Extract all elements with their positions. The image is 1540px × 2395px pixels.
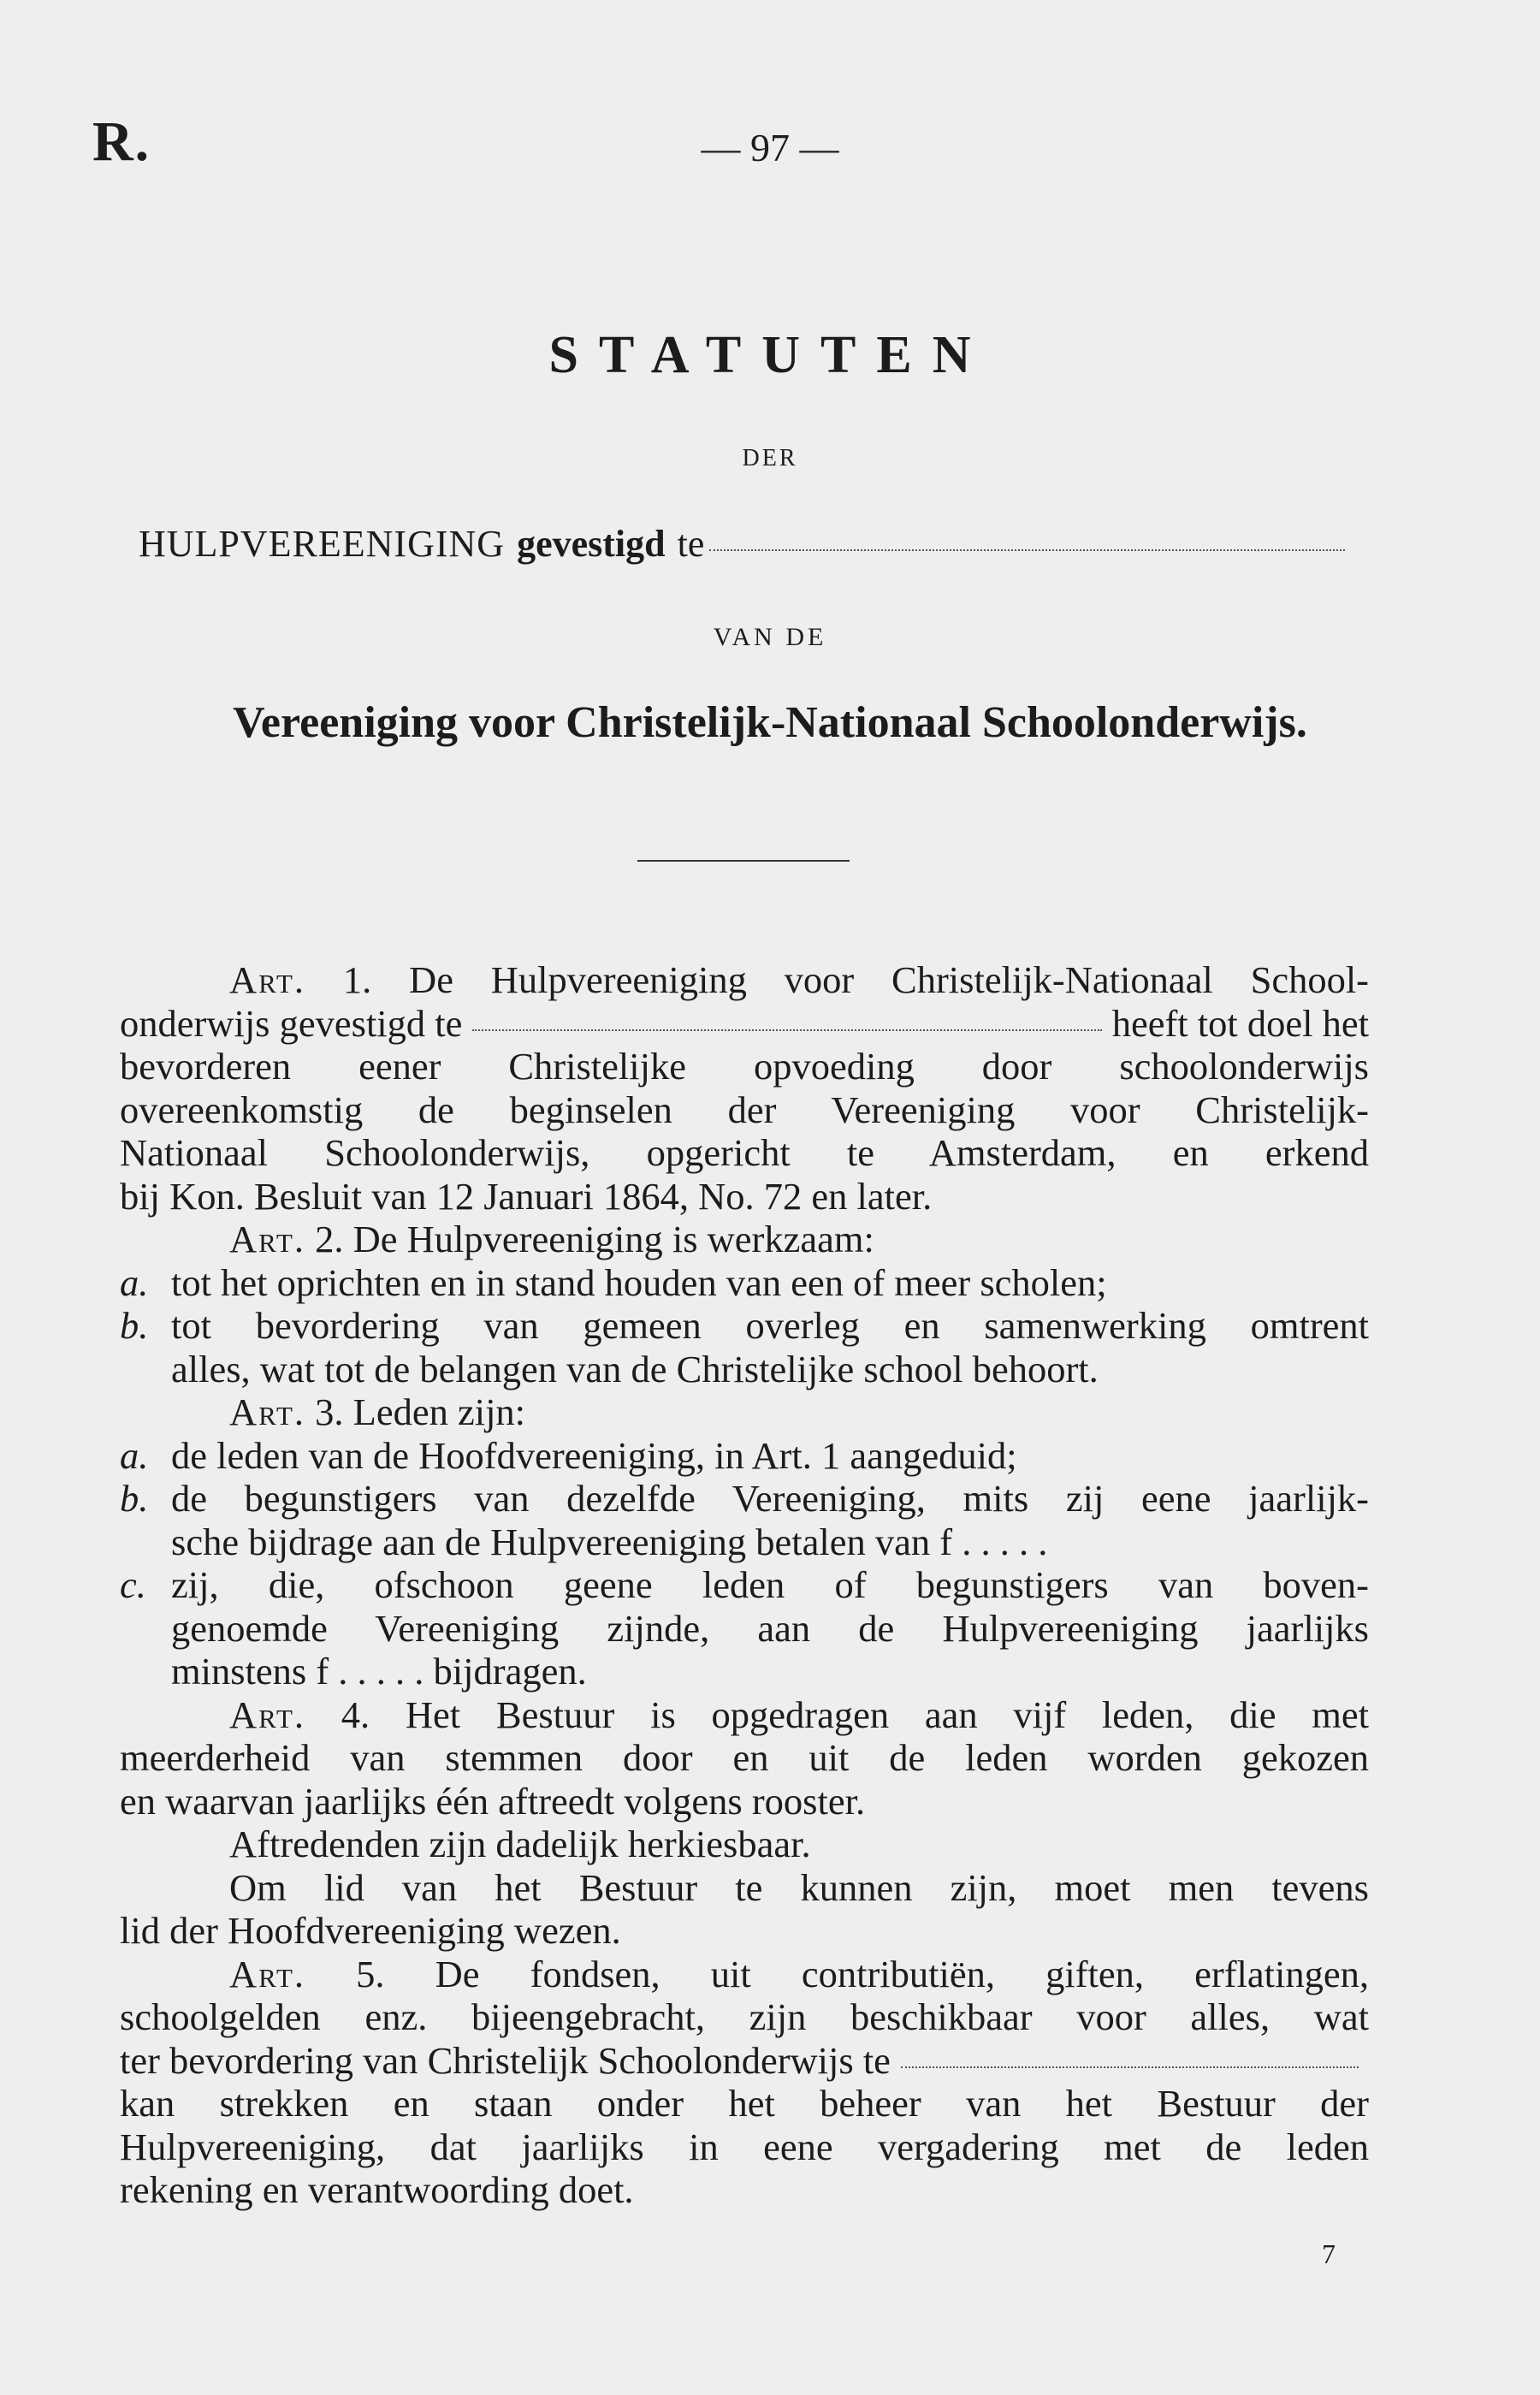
article-label: Art. xyxy=(229,1693,306,1736)
item-label: a. xyxy=(120,1433,149,1477)
art1-line xyxy=(120,958,1369,1002)
art4-line: Om lid van het Bestuur te kunnen zijn, moet men tevens xyxy=(229,1865,1369,1909)
art4-line: en waarvan jaarlijks één aftreedt volgens rooster. xyxy=(120,1779,866,1823)
article-text: heeft tot doel het xyxy=(1111,1001,1369,1045)
art4-line: lid der Hoofdvereeniging wezen. xyxy=(120,1909,621,1952)
article-text: 2. De Hulpvereeniging is werkzaam: xyxy=(305,1218,874,1260)
item-label: b. xyxy=(120,1477,149,1520)
art1-line: overeenkomstig de beginselen der Vereeniging voor Christelijk- xyxy=(120,1088,1369,1131)
art3-item-b xyxy=(120,1477,1369,1521)
art2-line xyxy=(120,1218,1369,1261)
article-text: 3. Leden zijn: xyxy=(305,1390,526,1433)
art5-line: Hulpvereeniging, dat jaarlijks in eene vergadering met de leden xyxy=(120,2125,1369,2168)
item-label: b. xyxy=(120,1304,149,1347)
item-text: zij, die, ofschoon geene leden of begunstigers van boven- xyxy=(171,1563,1369,1606)
art3-item-a xyxy=(120,1434,1369,1478)
article-label: Art. xyxy=(229,1218,306,1260)
art3-item-c-cont: minstens f . . . . . bijdragen. xyxy=(171,1650,587,1693)
corner-mark: R. xyxy=(92,110,151,173)
art3-line xyxy=(120,1390,1369,1434)
signature-number: 7 xyxy=(1322,2238,1336,2269)
document-title: STATUTEN xyxy=(548,326,992,384)
art4-line: Aftredenden zijn dadelijk herkiesbaar. xyxy=(229,1823,811,1865)
art3-item-c xyxy=(120,1563,1369,1607)
item-text: de begunstigers van dezelfde Vereeniging, mits zij eene jaarlijk- xyxy=(171,1477,1369,1520)
blank-fill-line xyxy=(472,1029,1101,1031)
art5-line: schoolgelden enz. bijeengebracht, zijn beschikbaar voor alles, wat xyxy=(120,1995,1369,2038)
art1-line: Nationaal Schoolonderwijs, opgericht te Amsterdam, en erkend xyxy=(120,1131,1369,1174)
art2-item-b xyxy=(120,1304,1369,1348)
statute-articles xyxy=(120,958,1369,2212)
item-text: de leden van de Hoofdvereeniging, in Art. 1 aangeduid; xyxy=(171,1433,1017,1477)
page-number: — 97 — xyxy=(701,126,839,169)
art1-line xyxy=(120,1002,1369,1046)
organization-name: Vereeniging voor Christelijk-Nationaal Schoolonderwijs. xyxy=(233,698,1307,747)
item-label: c. xyxy=(120,1563,146,1606)
art5-line xyxy=(120,1953,1369,1996)
section-divider xyxy=(637,860,850,862)
art5-line: rekening en verantwoording doet. xyxy=(120,2168,634,2211)
article-label: Art. xyxy=(229,1390,306,1433)
art2-item-b-cont: alles, wat tot de belangen van de Christelijke school behoort. xyxy=(171,1347,1099,1390)
article-text: 5. De fondsen, uit contributiën, giften, erflatingen, xyxy=(305,1952,1369,1995)
subtitle-der: DER xyxy=(742,445,798,471)
hulp-gevestigd: gevestigd xyxy=(517,523,666,565)
article-label: Art. xyxy=(229,1952,306,1995)
van-de-label: VAN DE xyxy=(713,623,827,651)
art4-line: meerderheid van stemmen door en uit de leden worden gekozen xyxy=(120,1736,1369,1779)
blank-fill-line xyxy=(709,549,1345,551)
item-text: tot bevordering van gemeen overleg en samenwerking omtrent xyxy=(171,1304,1369,1347)
article-text: 1. De Hulpvereeniging voor Christelijk-Nationaal School- xyxy=(305,958,1369,1001)
article-text: 4. Het Bestuur is opgedragen aan vijf leden, die met xyxy=(305,1693,1369,1736)
article-text: onderwijs gevestigd te xyxy=(120,1001,463,1045)
item-label: a. xyxy=(120,1260,149,1304)
article-label: Art. xyxy=(229,958,306,1001)
hulp-caps: HULPVEREENIGING xyxy=(139,523,506,565)
hulp-te: te xyxy=(677,523,705,565)
art5-line xyxy=(120,2039,1369,2083)
art3-item-b-cont: sche bijdrage aan de Hulpvereeniging betalen van f . . . . . xyxy=(171,1520,1048,1563)
art2-item-a xyxy=(120,1261,1369,1305)
art1-line: bij Kon. Besluit van 12 Januari 1864, No. 72 en later. xyxy=(120,1174,933,1218)
art1-line: bevorderen eener Christelijke opvoeding door schoolonderwijs xyxy=(120,1045,1369,1088)
art3-item-c-cont: genoemde Vereeniging zijnde, aan de Hulpvereeniging jaarlijks xyxy=(171,1606,1369,1650)
hulpvereeniging-line xyxy=(139,522,1345,566)
blank-fill-line xyxy=(901,2066,1359,2068)
art4-line xyxy=(120,1693,1369,1737)
item-text: tot het oprichten en in stand houden van een of meer scholen; xyxy=(171,1260,1107,1304)
art5-line: kan strekken en staan onder het beheer van het Bestuur der xyxy=(120,2082,1369,2125)
article-text: ter bevordering van Christelijk Schoolonderwijs te xyxy=(120,2038,891,2082)
